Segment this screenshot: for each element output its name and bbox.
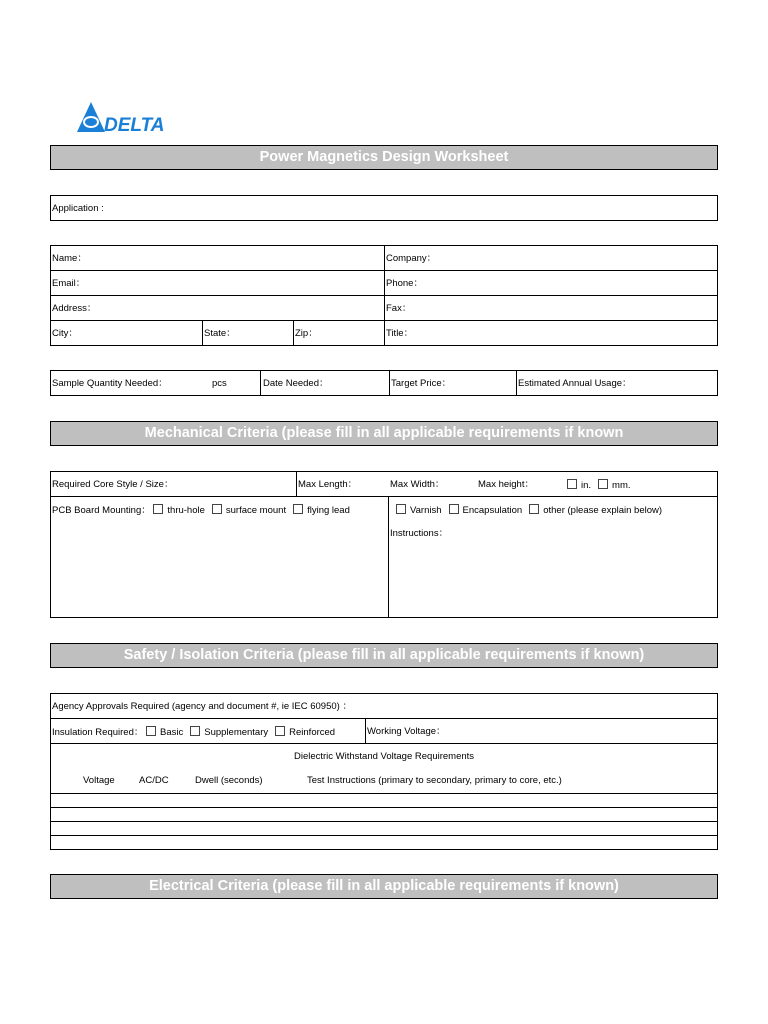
unit-in-label: in. [581, 480, 592, 491]
thru-hole-checkbox[interactable] [153, 504, 163, 514]
company-label[interactable]: Company： [386, 253, 437, 264]
name-label[interactable]: Name： [52, 253, 87, 264]
finish-options-row [396, 504, 669, 517]
contact-table [50, 245, 718, 346]
thru-hole-label: thru-hole [167, 505, 205, 516]
pcb-mounting-row [52, 504, 357, 517]
date-needed-label[interactable]: Date Needed： [263, 378, 329, 389]
col-voltage: Voltage [83, 775, 115, 786]
sample-quantity-label[interactable]: Sample Quantity Needed： [52, 378, 168, 389]
reinforced-label: Reinforced [289, 727, 336, 738]
svg-text:DELTA: DELTA [104, 115, 165, 135]
other-finish-checkbox[interactable] [529, 504, 539, 514]
other-finish-label: other (please explain below) [543, 505, 663, 516]
basic-label: Basic [160, 727, 184, 738]
worksheet-title: Power Magnetics Design Worksheet [50, 145, 718, 170]
surface-mount-checkbox[interactable] [212, 504, 222, 514]
surface-mount-label: surface mount [225, 505, 287, 516]
unit-options [567, 479, 638, 492]
unit-mm-label: mm. [612, 480, 631, 491]
target-price-label[interactable]: Target Price： [391, 378, 452, 389]
max-length-label[interactable]: Max Length： [298, 479, 358, 490]
unit-mm-checkbox[interactable] [598, 479, 608, 489]
delta-logo [76, 101, 180, 135]
title-label[interactable]: Title： [386, 328, 414, 339]
flying-lead-checkbox[interactable] [293, 504, 303, 514]
varnish-label: Varnish [410, 505, 442, 516]
mechanical-header: Mechanical Criteria (please fill in all applicable requirements if known [50, 421, 718, 446]
application-label: Application : [52, 203, 104, 214]
mechanical-table [50, 471, 718, 618]
annual-usage-label[interactable]: Estimated Annual Usage： [518, 378, 632, 389]
insulation-label: Insulation Required： [52, 727, 144, 738]
safety-table [50, 693, 718, 850]
max-height-label[interactable]: Max height： [478, 479, 534, 490]
encapsulation-label: Encapsulation [462, 505, 523, 516]
flying-lead-label: flying lead [307, 505, 350, 516]
supplementary-checkbox[interactable] [190, 726, 200, 736]
state-label[interactable]: State： [204, 328, 236, 339]
working-voltage-label[interactable]: Working Voltage： [367, 726, 446, 737]
application-row[interactable] [50, 195, 718, 221]
fax-label[interactable]: Fax： [386, 303, 412, 314]
delta-logo-icon [76, 101, 180, 135]
agency-approvals-label[interactable]: Agency Approvals Required (agency and document #, ie IEC 60950) ： [52, 701, 352, 712]
max-width-label[interactable]: Max Width： [390, 479, 445, 490]
order-row [50, 370, 718, 396]
encapsulation-checkbox[interactable] [449, 504, 459, 514]
varnish-checkbox[interactable] [396, 504, 406, 514]
instructions-label[interactable]: Instructions： [390, 528, 449, 539]
pcs-unit: pcs [212, 378, 227, 389]
zip-label[interactable]: Zip： [295, 328, 318, 339]
phone-label[interactable]: Phone： [386, 278, 423, 289]
electrical-header: Electrical Criteria (please fill in all applicable requirements if known) [50, 874, 718, 899]
safety-header: Safety / Isolation Criteria (please fill in all applicable requirements if known) [50, 643, 718, 668]
dielectric-title: Dielectric Withstand Voltage Requirements [293, 751, 475, 762]
col-test-instructions: Test Instructions (primary to secondary, primary to core, etc.) [307, 775, 562, 786]
core-style-label[interactable]: Required Core Style / Size： [52, 479, 174, 490]
basic-checkbox[interactable] [146, 726, 156, 736]
city-label[interactable]: City： [52, 328, 78, 339]
pcb-mounting-label: PCB Board Mounting： [52, 505, 151, 516]
address-label[interactable]: Address： [52, 303, 97, 314]
insulation-row [52, 726, 342, 739]
email-label[interactable]: Email： [52, 278, 86, 289]
col-dwell: Dwell (seconds) [195, 775, 263, 786]
reinforced-checkbox[interactable] [275, 726, 285, 736]
col-acdc: AC/DC [139, 775, 169, 786]
supplementary-label: Supplementary [204, 727, 269, 738]
unit-in-checkbox[interactable] [567, 479, 577, 489]
